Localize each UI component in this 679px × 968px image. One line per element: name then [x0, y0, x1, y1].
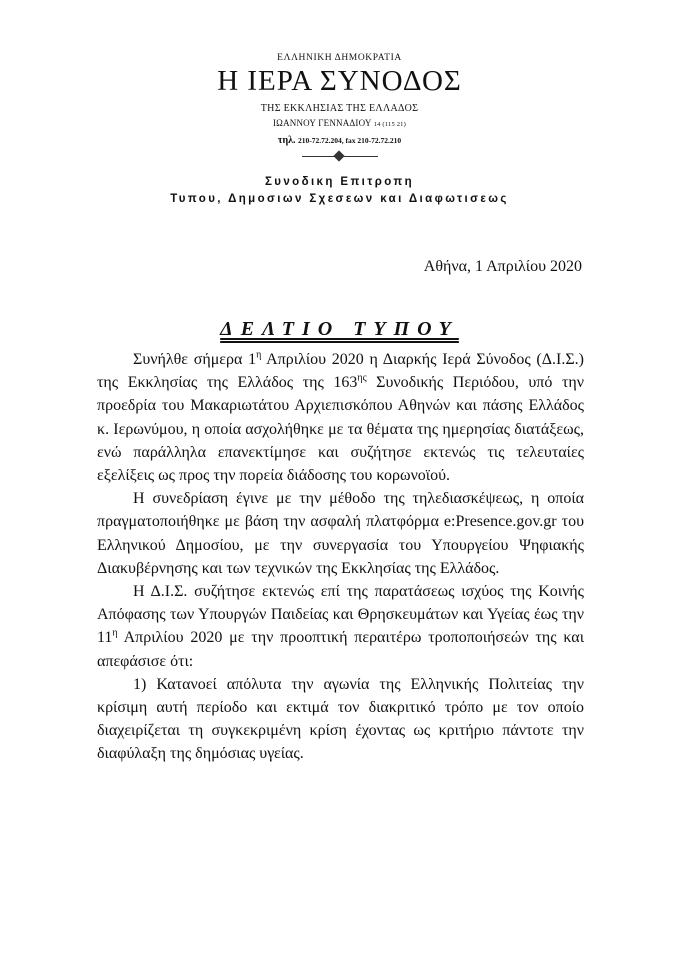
paragraph-2: Η συνεδρίαση έγινε με την μέθοδο της τηλεδιασκέψεως, η οποία πραγματοποιήθηκε με βάση την ασφαλή πλατφόρμα e:Presence.gov.gr του Ελληνικού Δημοσίου, με την συνεργασία του Υπουργείου Ψηφιακής Διακυβέρνησης και των τεχνικών της Εκκλησίας της Ελλάδος. — [97, 490, 584, 577]
committee-title: Συνοδικη Επιτροπη — [264, 176, 415, 188]
diamond-icon — [333, 150, 344, 161]
republic-label: ΕΛΛΗΝΙΚΗ ΔΗΜΟΚΡΑΤΙΑ — [277, 53, 402, 63]
committee-subtitle: Τυπου, Δημοσιων Σχεσεων και Διαφωτισεως — [170, 193, 509, 205]
street-number: 14 (115 21) — [373, 121, 406, 128]
paragraph-text: Απριλίου 2020 με την προοπτική περαιτέρω τροποποιήσεών της και απεφάσισε ότι: — [97, 629, 584, 670]
paragraph-text: Η Δ.Ι.Σ. συζήτησε εκτενώς επί της παρατάσεως ισχύος της Κοινής Απόφασης των Υπουργών Παιδείας και Θρησκευμάτων και Υγείας έως την 11 — [97, 583, 584, 647]
ornament-divider — [300, 151, 380, 163]
contact-line — [0, 135, 679, 146]
synod-title: Η ΙΕΡΑ ΣΥΝΟΔΟΣ — [217, 65, 462, 97]
paragraph-4: 1) Κατανοεί απόλυτα την αγωνία της Ελληνικής Πολιτείας την κρίσιμη αυτή περίοδο και εκτιμά τον διακριτικό τρόπο με τον οποίο διαχειρίζεται τη συγκεκριμένη κρίση έχοντας ως κριτήριο πάντοτε την διαφύλαξη της δημόσιας υγείας. — [97, 675, 584, 763]
document-date: Αθήνα, 1 Απριλίου 2020 — [423, 258, 582, 275]
document-body — [97, 348, 584, 766]
paragraph-text: Απριλίου 2020 η Διαρκής Ιερά Σύνοδος (Δ.Ι.Σ.) της Εκκλησίας της Ελλάδος της 163 — [97, 351, 584, 392]
press-release-title: ΔΕΛΤΙΟ ΤΥΠΟΥ — [220, 318, 459, 340]
ordinal-suffix: ης — [357, 372, 367, 384]
tel-label: τηλ. — [277, 135, 296, 146]
ordinal-suffix: η — [256, 349, 262, 361]
ordinal-suffix: η — [112, 628, 118, 640]
paragraph-text: Συνοδικής Περιόδου, υπό την προεδρία του Μακαριωτάτου Αρχιεπισκόπου Αθηνών και πάσης Ελλάδος κ. Ιερωνύμου, η οποία ασχολήθηκε με τα θέματα της ημερησίας διατάξεως, ενώ παράλληλα επανεκτίμησε και συζήτησε εκτενώς τις τελευταίες εξελίξεις ως προς την πορεία διάδοσης του κορωνοϊού. — [97, 374, 584, 485]
address-line — [0, 118, 679, 128]
tel-numbers: 210-72.72.204, fax 210-72.72.210 — [298, 136, 402, 145]
paragraph-3 — [97, 580, 584, 673]
church-subtitle: ΤΗΣ ΕΚΚΛΗΣΙΑΣ ΤΗΣ ΕΛΛΑΔΟΣ — [260, 103, 419, 114]
paragraph-1 — [97, 348, 584, 487]
paragraph-text: Συνήλθε σήμερα 1 — [133, 351, 257, 368]
street-name: ΙΩΑΝΝΟΥ ΓΕΝΝΑΔΙΟΥ — [272, 118, 372, 128]
